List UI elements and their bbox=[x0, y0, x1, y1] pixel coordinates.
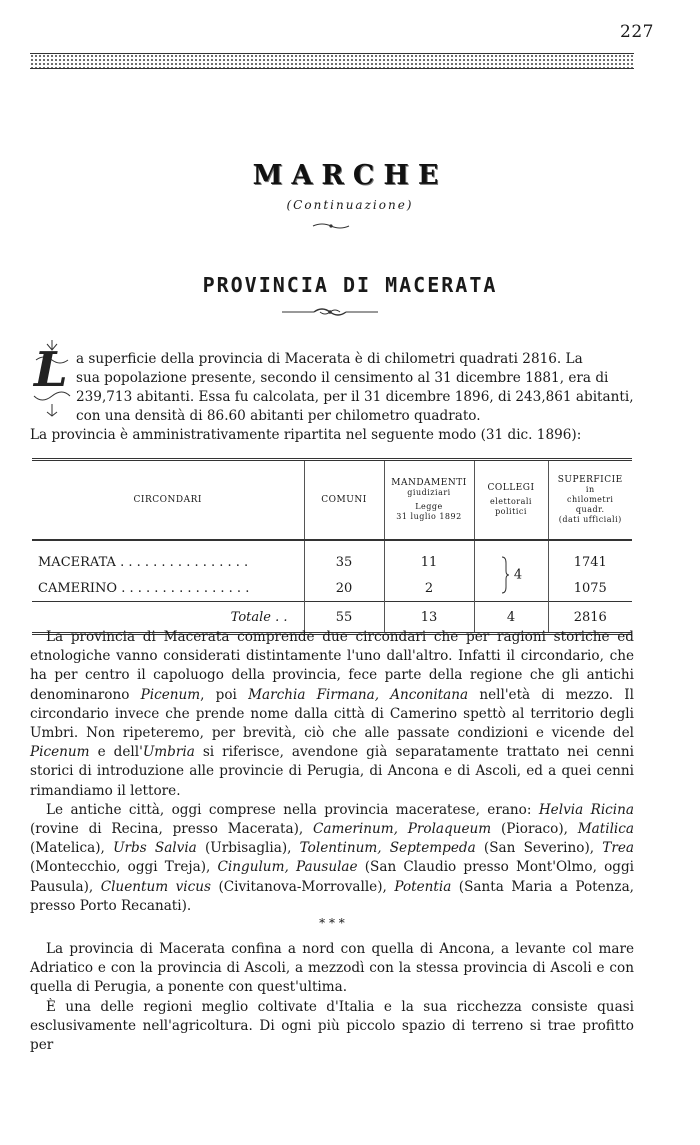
header-mandamenti-date: 31 luglio 1892 bbox=[396, 512, 462, 521]
intro-line: 239,713 abitanti. Essa fu calcolata, per il 31 dicembre 1896, di 243,861 abitanti, bbox=[76, 389, 634, 405]
text-run: (Santa Maria a Potenza, presso Porto Recanati). bbox=[30, 878, 634, 914]
text-run: (Matelica), bbox=[30, 840, 114, 857]
row-superficie: 1741 bbox=[573, 554, 607, 570]
header-mandamenti-law: Legge bbox=[415, 502, 443, 511]
row-name: CAMERINO . . . . . . . . . . . . . . . . bbox=[32, 575, 304, 602]
latin-name: Picenum bbox=[30, 744, 90, 761]
small-flourish-ornament bbox=[312, 220, 350, 232]
text-run: (rovine di Recina, presso Macerata), bbox=[30, 821, 313, 838]
region-title: MARCHE bbox=[252, 160, 448, 191]
text-run: nell'età di mezzo. Il circondario invece che prende nome dalla città di Camerino spettò al territorio degli Umbri. Non ripeteremo, per brevità, ciò che alle passate condizioni e vicende del bbox=[30, 686, 634, 742]
text-run: (Pioraco), bbox=[491, 821, 578, 838]
large-flourish-ornament bbox=[280, 305, 380, 319]
ornamental-header-rule bbox=[30, 53, 634, 69]
text-run: (Montecchio, oggi Treja), bbox=[30, 859, 218, 876]
header-superficie-source: (dati ufficiali) bbox=[558, 515, 622, 524]
statistics-table bbox=[32, 458, 632, 635]
intro-line: sua popolazione presente, secondo il censimento al 31 dicembre 1881, era di bbox=[76, 370, 609, 386]
collegi-value: 4 bbox=[513, 567, 523, 583]
latin-name: Urbs Salvia bbox=[113, 840, 197, 857]
intro-line: con una densità di 86.60 abitanti per chilometro quadrato. bbox=[76, 408, 481, 424]
drop-cap bbox=[30, 338, 74, 418]
text-run: (San Claudio presso Mont'Olmo, oggi Pausula), bbox=[30, 859, 634, 895]
latin-name: Camerinum, Prolaqueum bbox=[312, 821, 492, 838]
row-name: MACERATA . . . . . . . . . . . . . . . . bbox=[32, 540, 304, 575]
latin-name: Tolentinum, Septempeda bbox=[299, 840, 476, 857]
latin-name: Marchia Firmana, Anconitana bbox=[248, 686, 469, 703]
header-mandamenti-sub: giudiziari bbox=[407, 488, 451, 497]
latin-name: Potentia bbox=[394, 878, 452, 895]
row-comuni: 35 bbox=[304, 540, 384, 575]
text-run: (San Severino), bbox=[475, 840, 603, 857]
row-superficie: 1075 bbox=[573, 580, 607, 596]
row-mandamenti: 11 bbox=[384, 540, 474, 575]
text-run: (Urbisaglia), bbox=[196, 840, 300, 857]
body-text bbox=[30, 628, 634, 1055]
total-collegi: 4 bbox=[474, 602, 548, 633]
latin-name: Picenum bbox=[140, 686, 201, 703]
header-mandamenti-title: MANDAMENTI bbox=[391, 478, 467, 488]
asterism-separator: * * * bbox=[319, 916, 345, 931]
table-row bbox=[32, 540, 632, 575]
drop-cap-letter: L bbox=[34, 342, 68, 398]
header-superficie-title: SUPERFICIE bbox=[557, 475, 623, 485]
intro-line: La provincia è amministrativamente ripartita nel seguente modo (31 dic. 1896): bbox=[30, 427, 582, 443]
latin-name: Matilica bbox=[577, 821, 634, 838]
header-circondari: CIRCONDARI bbox=[32, 461, 304, 540]
latin-name: Trea bbox=[602, 840, 634, 857]
header-comuni: COMUNI bbox=[304, 461, 384, 540]
text-run: e dell' bbox=[89, 744, 143, 761]
latin-name: Umbria bbox=[142, 744, 195, 761]
header-superficie bbox=[548, 461, 632, 540]
text-run: La provincia di Macerata comprende due circondari che per ragioni storiche ed etnologiche vanno considerati distintamente l'uno dall'altro. Infatti il circondario, che ha per centro il capoluogo della provincia, fece parte della regione che gli antichi denominarono bbox=[30, 629, 634, 703]
row-collegi-shared bbox=[474, 540, 548, 602]
continuation-subtitle: (Continuazione) bbox=[286, 198, 414, 212]
row-comuni: 20 bbox=[304, 575, 384, 602]
text-run: Le antiche città, oggi comprese nella provincia maceratese, erano: bbox=[46, 801, 539, 818]
header-collegi-title: COLLEGI bbox=[487, 483, 535, 493]
total-comuni: 55 bbox=[304, 602, 384, 633]
total-superficie: 2816 bbox=[548, 602, 632, 633]
page-number: 227 bbox=[620, 22, 654, 42]
intro-line: a superficie della provincia di Macerata è di chilometri quadrati 2816. La bbox=[76, 351, 583, 367]
intro-paragraph bbox=[30, 342, 634, 445]
brace-icon bbox=[500, 555, 510, 595]
header-superficie-sub: in bbox=[585, 485, 595, 494]
paragraph-agriculture: È una delle regioni meglio coltivate d'Italia e la sua ricchezza consiste quasi esclusivamente nell'agricoltura. Di ogni più piccolo spazio di terreno si trae profitto per bbox=[30, 998, 634, 1054]
province-title: PROVINCIA DI MACERATA bbox=[202, 273, 498, 297]
total-label: Totale . . bbox=[32, 602, 304, 633]
text-run: si riferisce, avendone già separatamente trattato nei cenni storici di introduzione alle provincie di Perugia, di Ancona e di Ascoli, ed a quei cenni rimandiamo il lettore. bbox=[30, 744, 634, 799]
latin-name: Cluentum vicus bbox=[100, 878, 211, 895]
latin-name: Cingulum, Pausulae bbox=[217, 859, 358, 876]
text-run: , poi bbox=[200, 686, 249, 703]
total-mandamenti: 13 bbox=[384, 602, 474, 633]
header-mandamenti bbox=[384, 461, 474, 540]
text-run: (Civitanova-Morrovalle), bbox=[210, 878, 395, 895]
header-superficie-unit: chilometri quadr. bbox=[567, 495, 614, 514]
paragraph-borders: La provincia di Macerata confina a nord con quella di Ancona, a levante col mare Adriatico e con la provincia di Ascoli, a mezzodì con la stessa provincia di Ascoli e con quella di Perugia, a ponente con quest'ultima. bbox=[30, 941, 634, 996]
row-mandamenti: 2 bbox=[384, 575, 474, 602]
header-collegi bbox=[474, 461, 548, 540]
paragraph-ancient-cities bbox=[30, 801, 634, 916]
latin-name: Helvia Ricina bbox=[538, 801, 634, 818]
paragraph-circondari bbox=[30, 628, 634, 801]
header-collegi-sub: elettorali politici bbox=[490, 497, 532, 516]
